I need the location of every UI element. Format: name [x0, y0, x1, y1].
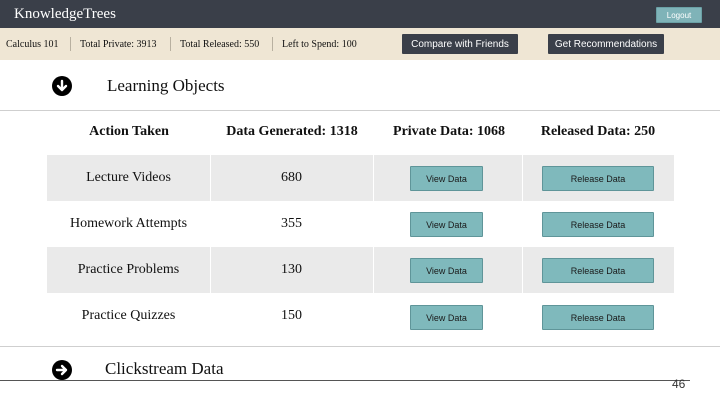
- section-divider: [0, 110, 720, 111]
- view-data-button[interactable]: View Data: [410, 258, 483, 283]
- arrow-down-icon: [55, 79, 69, 93]
- clickstream-data-title: Clickstream Data: [105, 359, 224, 378]
- app-brand[interactable]: KnowledgeTrees: [14, 6, 116, 22]
- row-generated-value: 680: [281, 170, 302, 185]
- compare-with-friends-button[interactable]: Compare with Friends: [402, 34, 518, 54]
- row-generated-value: 130: [281, 262, 302, 277]
- expand-arrow-right-icon[interactable]: [52, 360, 72, 380]
- release-data-button[interactable]: Release Data: [542, 166, 654, 191]
- header-data-generated: Data Generated: 1318: [226, 124, 358, 139]
- stat-divider: [170, 37, 171, 51]
- total-private-stat: Total Private: 3913: [80, 39, 157, 50]
- stats-bar: [0, 28, 720, 60]
- release-data-button[interactable]: Release Data: [542, 258, 654, 283]
- collapse-arrow-down-icon[interactable]: [52, 76, 72, 96]
- row-action-name: Practice Problems: [77, 262, 180, 277]
- table-row: [47, 293, 674, 339]
- row-action-name: Practice Quizzes: [81, 308, 176, 323]
- view-data-button[interactable]: View Data: [410, 212, 483, 237]
- row-generated-value: 150: [281, 308, 302, 323]
- header-action-taken: Action Taken: [89, 124, 169, 139]
- stat-divider: [272, 37, 273, 51]
- table-row: [47, 247, 674, 293]
- section-divider: [0, 346, 720, 347]
- table-row: [47, 201, 674, 247]
- header-released-data: Released Data: 250: [540, 124, 656, 139]
- row-action-name: Homework Attempts: [69, 216, 188, 231]
- learning-objects-title: Learning Objects: [107, 76, 225, 95]
- view-data-button[interactable]: View Data: [410, 305, 483, 330]
- row-generated-value: 355: [281, 216, 302, 231]
- table-row: [47, 155, 674, 201]
- logout-button[interactable]: Logout: [656, 7, 702, 23]
- top-navbar: [0, 0, 720, 28]
- release-data-button[interactable]: Release Data: [542, 305, 654, 330]
- total-released-stat: Total Released: 550: [180, 39, 260, 50]
- stat-divider: [70, 37, 71, 51]
- header-private-data: Private Data: 1068: [393, 124, 505, 139]
- arrow-right-icon: [55, 363, 69, 377]
- left-to-spend-stat: Left to Spend: 100: [282, 39, 357, 50]
- view-data-button[interactable]: View Data: [410, 166, 483, 191]
- course-name: Calculus 101: [6, 39, 59, 50]
- slide-footer-line: [0, 380, 690, 381]
- row-action-name: Lecture Videos: [86, 170, 171, 185]
- release-data-button[interactable]: Release Data: [542, 212, 654, 237]
- slide-page-number: 46: [672, 377, 686, 391]
- get-recommendations-button[interactable]: Get Recommendations: [548, 34, 664, 54]
